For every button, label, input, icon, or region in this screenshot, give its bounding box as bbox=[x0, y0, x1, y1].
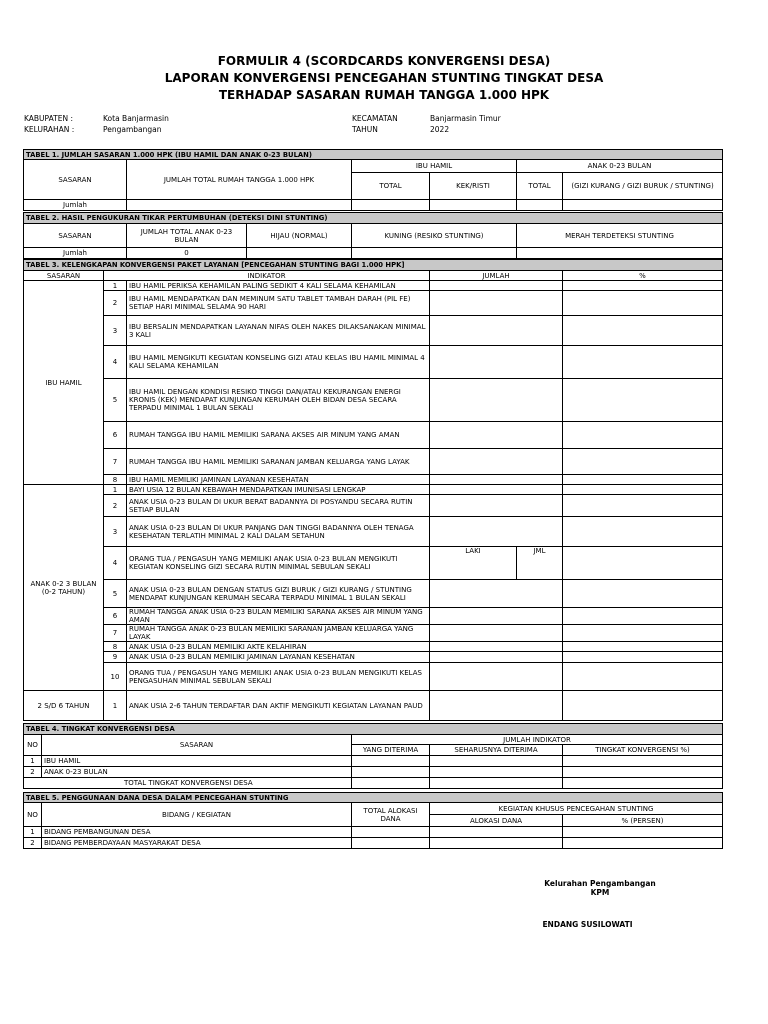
table-4-title: TABEL 4. TINGKAT KONVERGENSI DESA bbox=[24, 724, 723, 735]
t3-row-no: 7 bbox=[104, 449, 127, 475]
t3-cell bbox=[430, 642, 563, 652]
t3-cell bbox=[563, 663, 723, 691]
t3-cell bbox=[430, 495, 563, 517]
t4-cell bbox=[352, 778, 430, 789]
t3-jumlah-header: JUMLAH bbox=[430, 271, 563, 281]
t2-cell bbox=[517, 248, 723, 259]
t4-cell bbox=[352, 767, 430, 778]
t2-merah-header: MERAH TERDETEKSI STUNTING bbox=[517, 224, 723, 248]
t3-cell bbox=[430, 608, 563, 625]
t3-row-no: 10 bbox=[104, 663, 127, 691]
t1-kek-header: KEK/RISTI bbox=[430, 173, 517, 200]
table-2 bbox=[23, 212, 723, 259]
t3-row-indikator: ORANG TUA / PENGASUH YANG MEMILIKI ANAK USIA 0-23 BULAN MENGIKUTI KEGIATAN KONSELING GIZI SECARA RUTIN MINIMAL SEBULAN SEKALI bbox=[127, 547, 430, 580]
signature-name: ENDANG SUSILOWATI bbox=[542, 920, 633, 929]
t3-cell bbox=[563, 281, 723, 291]
t3-cell bbox=[563, 346, 723, 379]
t3-row-no: 8 bbox=[104, 475, 127, 485]
t3-row-no: 2 bbox=[104, 291, 127, 316]
t3-row-no: 5 bbox=[104, 580, 127, 608]
table-3-title: TABEL 3. KELENGKAPAN KONVERGENSI PAKET LAYANAN [PENCEGAHAN STUNTING BAGI 1.000 HPK] bbox=[24, 260, 723, 271]
t4-cell bbox=[563, 767, 723, 778]
t2-kuning-header: KUNING (RESIKO STUNTING) bbox=[352, 224, 517, 248]
table-1 bbox=[23, 149, 723, 211]
t1-anak-header: ANAK 0-23 BULAN bbox=[517, 160, 723, 173]
t5-total-alokasi-header: TOTAL ALOKASI DANA bbox=[352, 803, 430, 827]
t3-row-indikator: ANAK USIA 0-23 BULAN MEMILIKI JAMINAN LAYANAN KESEHATAN bbox=[127, 652, 430, 663]
t3-row-indikator: RUMAH TANGGA IBU HAMIL MEMILIKI SARANA AKSES AIR MINUM YANG AMAN bbox=[127, 422, 430, 449]
t3-row-no: 1 bbox=[104, 691, 127, 721]
t4-cell bbox=[563, 778, 723, 789]
tahun-value: 2022 bbox=[430, 125, 450, 134]
t3-cell bbox=[563, 642, 723, 652]
table-5-title: TABEL 5. PENGGUNAAN DANA DESA DALAM PENCEGAHAN STUNTING bbox=[24, 793, 723, 803]
t3-row-no: 6 bbox=[104, 608, 127, 625]
t3-row-indikator: IBU HAMIL MENGIKUTI KEGIATAN KONSELING GIZI ATAU KELAS IBU HAMIL MINIMAL 4 KALI SELAMA KEHAMILAN bbox=[127, 346, 430, 379]
tahun-label: TAHUN bbox=[352, 125, 378, 134]
t3-sasaran-header: SASARAN bbox=[24, 271, 104, 281]
t2-hijau-header: HIJAU (NORMAL) bbox=[247, 224, 352, 248]
t5-row-bidang: BIDANG PEMBERDAYAAN MASYARAKAT DESA bbox=[42, 838, 352, 849]
t5-row-no: 1 bbox=[24, 827, 42, 838]
t1-cell bbox=[517, 200, 563, 211]
t1-cell bbox=[352, 200, 430, 211]
t3-cell bbox=[430, 475, 563, 485]
table-2-title: TABEL 2. HASIL PENGUKURAN TIKAR PERTUMBUHAN (DETEKSI DINI STUNTING) bbox=[24, 213, 723, 224]
kelurahan-value: Pengambangan bbox=[103, 125, 162, 134]
t3-laki-header: LAKI bbox=[430, 547, 517, 580]
t3-cell bbox=[430, 291, 563, 316]
t1-jumlah-total-header: JUMLAH TOTAL RUMAH TANGGA 1.000 HPK bbox=[127, 160, 352, 200]
t1-cell bbox=[127, 200, 352, 211]
t3-cell bbox=[430, 379, 563, 422]
t3-group-paud: 2 S/D 6 TAHUN bbox=[24, 691, 104, 721]
t4-cell bbox=[430, 767, 563, 778]
t3-row-indikator: ANAK USIA 2-6 TAHUN TERDAFTAR DAN AKTIF MENGIKUTI KEGIATAN LAYANAN PAUD bbox=[127, 691, 430, 721]
t3-cell bbox=[563, 547, 723, 580]
t3-cell bbox=[430, 691, 563, 721]
t3-cell bbox=[430, 449, 563, 475]
t1-sasaran-header: SASARAN bbox=[24, 160, 127, 200]
t3-row-no: 1 bbox=[104, 485, 127, 495]
t5-cell bbox=[563, 838, 723, 849]
t3-cell bbox=[563, 495, 723, 517]
t3-cell bbox=[430, 485, 563, 495]
t4-row-sasaran: IBU HAMIL bbox=[42, 756, 352, 767]
t3-row-no: 4 bbox=[104, 547, 127, 580]
t4-cell bbox=[430, 778, 563, 789]
document-title-block bbox=[0, 53, 768, 104]
t4-diterima-header: YANG DITERIMA bbox=[352, 745, 430, 756]
t3-row-indikator: BAYI USIA 12 BULAN KEBAWAH MENDAPATKAN IMUNISASI LENGKAP bbox=[127, 485, 430, 495]
t3-row-no: 3 bbox=[104, 517, 127, 547]
t3-cell bbox=[430, 422, 563, 449]
t5-bidang-header: BIDANG / KEGIATAN bbox=[42, 803, 352, 827]
t5-alokasi-header: ALOKASI DANA bbox=[430, 815, 563, 827]
t3-cell bbox=[430, 625, 563, 642]
t3-row-no: 4 bbox=[104, 346, 127, 379]
header-info bbox=[0, 114, 768, 140]
t2-cell bbox=[352, 248, 517, 259]
signature-place: Kelurahan Pengambangan bbox=[544, 879, 656, 888]
t1-ibu-hamil-header: IBU HAMIL bbox=[352, 160, 517, 173]
t3-cell bbox=[563, 449, 723, 475]
t3-cell bbox=[430, 281, 563, 291]
t5-cell bbox=[563, 827, 723, 838]
t3-cell bbox=[563, 608, 723, 625]
t3-row-indikator: ANAK USIA 0-23 BULAN MEMILIKI AKTE KELAHIRAN bbox=[127, 642, 430, 652]
t1-total2-header: TOTAL bbox=[517, 173, 563, 200]
t3-row-indikator: ANAK USIA 0-23 BULAN DI UKUR BERAT BADANNYA DI POSYANDU SECARA RUTIN SETIAP BULAN bbox=[127, 495, 430, 517]
t3-cell bbox=[563, 422, 723, 449]
t3-row-indikator: RUMAH TANGGA IBU HAMIL MEMILIKI SARANAN JAMBAN KELUARGA YANG LAYAK bbox=[127, 449, 430, 475]
t3-row-indikator: IBU HAMIL MENDAPATKAN DAN MEMINUM SATU TABLET TAMBAH DARAH (PIL FE) SETIAP HARI MINIMAL SELAMA 90 HARI bbox=[127, 291, 430, 316]
title-line-2: LAPORAN KONVERGENSI PENCEGAHAN STUNTING TINGKAT DESA bbox=[164, 71, 604, 85]
t2-jumlah-total-header: JUMLAH TOTAL ANAK 0-23 BULAN bbox=[127, 224, 247, 248]
t3-row-indikator: ANAK USIA 0-23 BULAN DI UKUR PANJANG DAN TINGGI BADANNYA OLEH TENAGA KESEHATAN TERLATIH MINIMAL 2 KALI DALAM SETAHUN bbox=[127, 517, 430, 547]
t4-cell bbox=[563, 756, 723, 767]
t4-no-header: NO bbox=[24, 735, 42, 756]
kabupaten-value: Kota Banjarmasin bbox=[103, 114, 169, 123]
table-3 bbox=[23, 259, 723, 721]
t1-jumlah-label: Jumlah bbox=[24, 200, 127, 211]
title-line-1: FORMULIR 4 (SCORDCARDS KONVERGENSI DESA) bbox=[217, 54, 551, 68]
t3-cell bbox=[430, 346, 563, 379]
table-4 bbox=[23, 723, 723, 789]
signature-role: KPM bbox=[590, 888, 610, 897]
t3-cell bbox=[563, 485, 723, 495]
t4-sasaran-header: SASARAN bbox=[42, 735, 352, 756]
t3-row-indikator: RUMAH TANGGA ANAK 0-23 BULAN MEMILIKI SARANAN JAMBAN KELUARGA YANG LAYAK bbox=[127, 625, 430, 642]
t3-row-no: 6 bbox=[104, 422, 127, 449]
t3-row-no: 2 bbox=[104, 495, 127, 517]
t3-row-indikator: RUMAH TANGGA ANAK USIA 0-23 BULAN MEMILIKI SARANA AKSES AIR MINUM YANG AMAN bbox=[127, 608, 430, 625]
t3-row-no: 3 bbox=[104, 316, 127, 346]
t3-jml-header: JML bbox=[517, 547, 563, 580]
t3-cell bbox=[430, 663, 563, 691]
t4-row-no: 2 bbox=[24, 767, 42, 778]
t3-row-no: 5 bbox=[104, 379, 127, 422]
kecamatan-value: Banjarmasin Timur bbox=[430, 114, 501, 123]
t4-tingkat-header: TINGKAT KONVERGENSI %) bbox=[563, 745, 723, 756]
t2-jumlah-value: 0 bbox=[127, 248, 247, 259]
t4-seharusnya-header: SEHARUSNYA DITERIMA bbox=[430, 745, 563, 756]
t3-cell bbox=[563, 691, 723, 721]
t3-cell bbox=[430, 580, 563, 608]
t2-jumlah-label: Jumlah bbox=[24, 248, 127, 259]
t4-row-sasaran: ANAK 0-23 BULAN bbox=[42, 767, 352, 778]
t4-cell bbox=[352, 756, 430, 767]
title-line-3: TERHADAP SASARAN RUMAH TANGGA 1.000 HPK bbox=[218, 88, 550, 102]
t3-persen-header: % bbox=[563, 271, 723, 281]
t3-group-anak: ANAK 0-2 3 BULAN (0-2 TAHUN) bbox=[24, 485, 104, 691]
t3-cell bbox=[563, 316, 723, 346]
t4-jumlah-indikator-header: JUMLAH INDIKATOR bbox=[352, 735, 723, 745]
kelurahan-label: KELURAHAN : bbox=[24, 125, 75, 134]
table-5 bbox=[23, 792, 723, 849]
t3-row-indikator: IBU BERSALIN MENDAPATKAN LAYANAN NIFAS OLEH NAKES DILAKSANAKAN MINIMAL 3 KALI bbox=[127, 316, 430, 346]
t3-cell bbox=[430, 652, 563, 663]
t4-row-no: 1 bbox=[24, 756, 42, 767]
t5-persen-header: % (PERSEN) bbox=[563, 815, 723, 827]
t3-cell bbox=[563, 652, 723, 663]
t3-cell bbox=[563, 580, 723, 608]
t4-total-label: TOTAL TINGKAT KONVERGENSI DESA bbox=[24, 778, 352, 789]
t2-cell bbox=[247, 248, 352, 259]
t4-cell bbox=[430, 756, 563, 767]
t3-cell bbox=[563, 379, 723, 422]
t3-row-indikator: IBU HAMIL MEMILIKI JAMINAN LAYANAN KESEHATAN bbox=[127, 475, 430, 485]
t3-row-indikator: IBU HAMIL PERIKSA KEHAMILAN PALING SEDIKIT 4 KALI SELAMA KEHAMILAN bbox=[127, 281, 430, 291]
t3-row-indikator: ORANG TUA / PENGASUH YANG MEMILIKI ANAK USIA 0-23 BULAN MENGIKUTI KELAS PENGASUHAN MINIMAL SEBULAN SEKALI bbox=[127, 663, 430, 691]
t5-kegiatan-khusus-header: KEGIATAN KHUSUS PENCEGAHAN STUNTING bbox=[430, 803, 723, 815]
t3-row-no: 7 bbox=[104, 625, 127, 642]
kabupaten-label: KABUPATEN : bbox=[24, 114, 73, 123]
t5-row-no: 2 bbox=[24, 838, 42, 849]
t1-gizi-header: (GIZI KURANG / GIZI BURUK / STUNTING) bbox=[563, 173, 723, 200]
t5-row-bidang: BIDANG PEMBANGUNAN DESA bbox=[42, 827, 352, 838]
t5-no-header: NO bbox=[24, 803, 42, 827]
t1-cell bbox=[563, 200, 723, 211]
t3-cell bbox=[563, 475, 723, 485]
t5-cell bbox=[352, 827, 430, 838]
t3-cell bbox=[430, 316, 563, 346]
t5-cell bbox=[430, 838, 563, 849]
t3-cell bbox=[563, 291, 723, 316]
t3-row-no: 1 bbox=[104, 281, 127, 291]
t2-sasaran-header: SASARAN bbox=[24, 224, 127, 248]
t1-cell bbox=[430, 200, 517, 211]
t1-total-header: TOTAL bbox=[352, 173, 430, 200]
t5-cell bbox=[352, 838, 430, 849]
t3-cell bbox=[563, 625, 723, 642]
table-1-title: TABEL 1. JUMLAH SASARAN 1.000 HPK (IBU HAMIL DAN ANAK 0-23 BULAN) bbox=[24, 150, 723, 160]
t3-cell bbox=[430, 517, 563, 547]
t3-row-no: 8 bbox=[104, 642, 127, 652]
t3-group-ibu-hamil: IBU HAMIL bbox=[24, 281, 104, 485]
t3-indikator-header: INDIKATOR bbox=[104, 271, 430, 281]
t3-row-no: 9 bbox=[104, 652, 127, 663]
signature-block bbox=[520, 879, 680, 929]
t3-row-indikator: ANAK USIA 0-23 BULAN DENGAN STATUS GIZI BURUK / GIZI KURANG / STUNTING MENDAPAT KUNJUNGAN KERUMAH SECARA TERPADU MINIMAL 1 BULAN SEKALI bbox=[127, 580, 430, 608]
t3-row-indikator: IBU HAMIL DENGAN KONDISI RESIKO TINGGI DAN/ATAU KEKURANGAN ENERGI KRONIS (KEK) MENDAPAT KUNJUNGAN KERUMAH OLEH BIDAN DESA SECARA TERPADU MINIMAL 1 BULAN SEKALI bbox=[127, 379, 430, 422]
t3-cell bbox=[563, 517, 723, 547]
kecamatan-label: KECAMATAN bbox=[352, 114, 398, 123]
t5-cell bbox=[430, 827, 563, 838]
